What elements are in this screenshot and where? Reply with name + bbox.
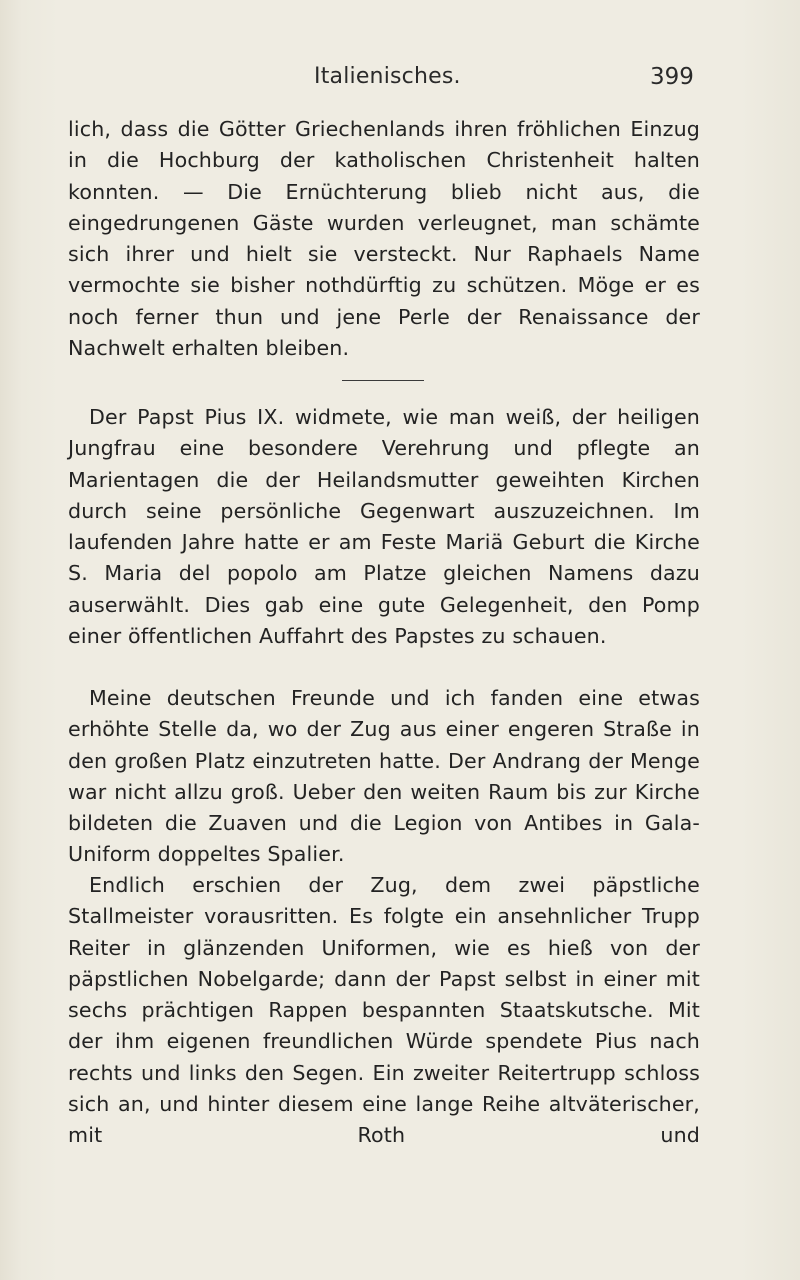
paragraph-text: Meine deutschen Freunde und ich fanden eine etwas erhöhte Stelle da, wo der Zug aus einer engeren Straße in den großen Platz einzutreten hatte. Der Andrang der Menge war nicht allzu groß. Ueber den weiten Raum bis zur Kirche bildeten die Zuaven und die Legion von Antibes in Gala-Uniform doppeltes Spalier.: [68, 686, 700, 867]
paragraph-freunde: [68, 683, 700, 871]
paragraph-text: lich, dass die Götter Griechenlands ihren fröhlichen Einzug in die Hochburg der katholischen Christenheit halten konnten. — Die Ernüchterung blieb nicht aus, die eingedrungenen Gäste wurden verleugnet, man schämte sich ihrer und hielt sie versteckt. Nur Raphaels Name vermochte sie bisher nothdürftig zu schützen. Möge er es noch ferner thun und jene Perle der Renaissance der Nachwelt erhalten bleiben.: [68, 117, 700, 361]
running-title: Italienisches.: [314, 64, 461, 89]
page-number: 399: [650, 64, 694, 90]
paragraph-papst: [68, 402, 700, 652]
paragraph-continuation: [68, 114, 700, 364]
page-header: [0, 64, 800, 98]
section-divider: [342, 380, 424, 381]
paragraph-text: Der Papst Pius IX. widmete, wie man weiß, der heiligen Jungfrau eine besondere Verehrung und pflegte an Marientagen die der Heilandsmutter geweihten Kirchen durch seine persönliche Gegenwart auszuzeichnen. Im laufenden Jahre hatte er am Feste Mariä Geburt die Kirche S. Maria del popolo am Platze gleichen Namens dazu auserwählt. Dies gab eine gute Gelegenheit, den Pomp einer öffentlichen Auffahrt des Papstes zu schauen.: [68, 405, 700, 649]
paragraph-zug: [68, 870, 700, 1152]
paragraph-text: Endlich erschien der Zug, dem zwei päpstliche Stallmeister vorausritten. Es folgte ein ansehnlicher Trupp Reiter in glänzenden Uniformen, wie es hieß von der päpstlichen Nobelgarde; dann der Papst selbst in einer mit sechs prächtigen Rappen bespannten Staatskutsche. Mit der ihm eigenen freundlichen Würde spendete Pius nach rechts und links den Segen. Ein zweiter Reitertrupp schloss sich an, und hinter diesem eine lange Reihe altväterischer, mit Roth und: [68, 873, 700, 1148]
